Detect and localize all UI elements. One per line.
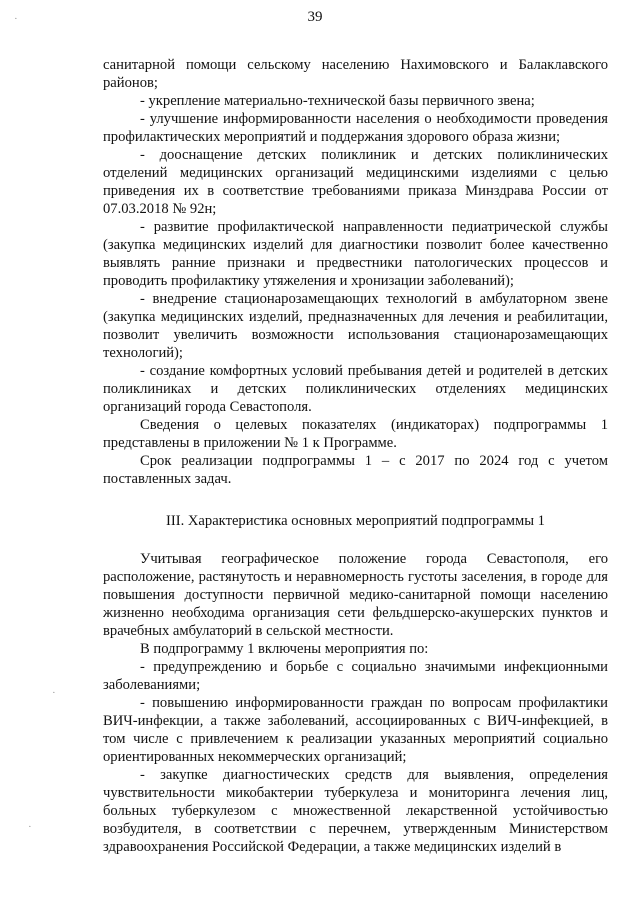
scan-mark: ·: [14, 13, 18, 25]
paragraph: - закупке диагностических средств для выявления, определения чувствительности микобактерии туберкулеза и мониторинга лечения лиц, больных туберкулезом с множественной лекарственной устойчивостью возбудителя, в соответствии с перечнем, утвержденным Министерством здравоохранения Российской Федерации, а также медицинских изделий в: [103, 767, 608, 855]
section-heading: III. Характеристика основных мероприятий подпрограммы 1: [166, 513, 545, 529]
paragraph: - развитие профилактической направленности педиатрической службы (закупка медицинских изделий для диагностики позволит более качественно выявлять ранние признаки и предвестники патологических процессов и проводить профилактику утяжеления и хронизации заболеваний);: [103, 219, 608, 289]
paragraph: Сведения о целевых показателях (индикаторах) подпрограммы 1 представлены в приложении № 1 к Программе.: [103, 417, 608, 451]
document-body: [103, 56, 608, 856]
scan-mark: ·: [52, 687, 56, 699]
page-number: 39: [307, 9, 323, 25]
paragraph: Срок реализации подпрограммы 1 – с 2017 по 2024 год с учетом поставленных задач.: [103, 453, 608, 487]
paragraph: - дооснащение детских поликлиник и детских поликлинических отделений медицинских организаций медицинскими изделиями с целью приведения их в соответствие требованиями приказа Минздрава России от 07.03.2018 № 92н;: [103, 147, 608, 217]
paragraphs-before: [103, 56, 608, 488]
paragraph: - повышению информированности граждан по вопросам профилактики ВИЧ-инфекции, а также заболеваний, ассоциированных с ВИЧ-инфекцией, в том числе с привлечением к реализации указанных мероприятий социально ориентированных некоммерческих организаций;: [103, 695, 608, 765]
paragraph: - предупреждению и борьбе с социально значимыми инфекционными заболеваниями;: [103, 659, 608, 693]
paragraph: - внедрение стационарозамещающих технологий в амбулаторном звене (закупка медицинских изделий, предназначенных для лечения и реабилитации, позволит увеличить возможности использования стационарозамещающих технологий);: [103, 291, 608, 361]
scan-mark: ·: [28, 821, 32, 833]
paragraph: - улучшение информированности населения о необходимости проведения профилактических мероприятий и поддержания здорового образа жизни;: [103, 111, 608, 145]
paragraph: Учитывая географическое положение города Севастополя, его расположение, растянутость и неравномерность густоты заселения, в городе для повышения доступности первичной медико-санитарной помощи населению жизненно необходима организация сети фельдшерско-акушерских пунктов и врачебных амбулаторий в сельской местности.: [103, 551, 608, 639]
paragraph: В подпрограмму 1 включены мероприятия по:: [140, 641, 429, 657]
paragraph: - укрепление материально-технической базы первичного звена;: [140, 93, 535, 109]
paragraph: санитарной помощи сельскому населению Нахимовского и Балаклавского районов;: [103, 57, 608, 91]
paragraph: - создание комфортных условий пребывания детей и родителей в детских поликлиниках и детских поликлинических отделениях медицинских организаций города Севастополя.: [103, 363, 608, 415]
paragraphs-after: [103, 550, 608, 856]
